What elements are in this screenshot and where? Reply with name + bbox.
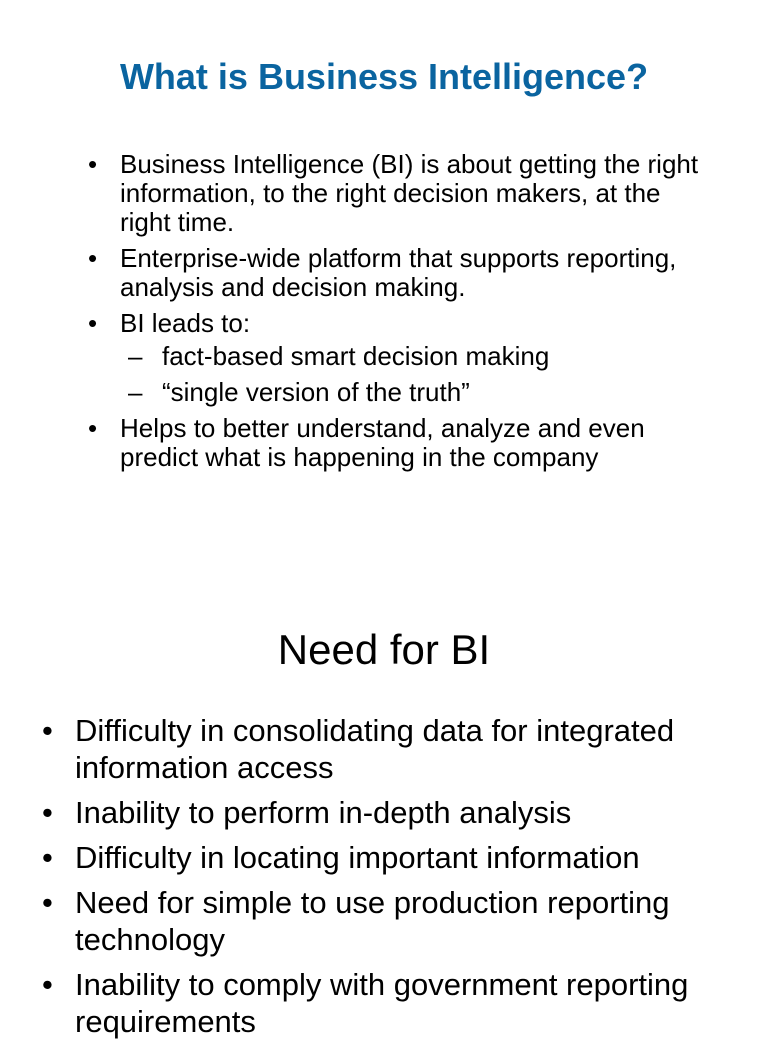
slide-title: Need for BI xyxy=(277,626,491,673)
bullet-text: Inability to comply with government reporting requirements xyxy=(75,967,689,1039)
bullet-glyph: • xyxy=(42,885,53,920)
sub-bullet-list xyxy=(128,342,708,407)
dash-glyph: – xyxy=(128,341,143,371)
list-item xyxy=(88,150,708,237)
slide-need-for-bi xyxy=(0,600,768,1039)
bullet-text: Need for simple to use production reporting technology xyxy=(75,885,670,957)
sub-list-item xyxy=(128,342,708,371)
list-item xyxy=(42,794,742,831)
bullet-glyph: • xyxy=(42,967,53,1002)
bullet-text: Business Intelligence (BI) is about getting the right information, to the right decision makers, at the right time. xyxy=(120,149,699,237)
sub-bullet-text: fact-based smart decision making xyxy=(162,341,550,371)
bullet-list xyxy=(42,712,742,1048)
dash-glyph: – xyxy=(128,377,143,407)
bullet-text: Enterprise-wide platform that supports reporting, analysis and decision making. xyxy=(120,243,677,302)
sub-bullet-text: “single version of the truth” xyxy=(162,377,470,407)
bullet-text: Difficulty in consolidating data for integrated information access xyxy=(75,713,675,785)
bullet-glyph: • xyxy=(42,840,53,875)
list-item xyxy=(88,414,708,472)
bullet-glyph: • xyxy=(88,308,98,338)
bullet-text: BI leads to: xyxy=(120,308,251,338)
bullet-glyph: • xyxy=(88,149,98,179)
list-item xyxy=(42,966,742,1040)
bullet-glyph: • xyxy=(42,713,53,748)
bullet-list xyxy=(88,150,708,479)
bullet-text: Difficulty in locating important information xyxy=(75,840,640,875)
list-item xyxy=(42,839,742,876)
list-item xyxy=(42,884,742,958)
list-item xyxy=(88,244,708,302)
bullet-glyph: • xyxy=(88,413,98,443)
slide-title: What is Business Intelligence? xyxy=(119,56,649,97)
list-item xyxy=(88,309,708,407)
bullet-glyph: • xyxy=(42,795,53,830)
sub-list-item xyxy=(128,378,708,407)
bullet-text: Helps to better understand, analyze and even predict what is happening in the company xyxy=(120,413,645,472)
bullet-text: Inability to perform in-depth analysis xyxy=(75,795,572,830)
list-item xyxy=(42,712,742,786)
bullet-glyph: • xyxy=(88,243,98,273)
